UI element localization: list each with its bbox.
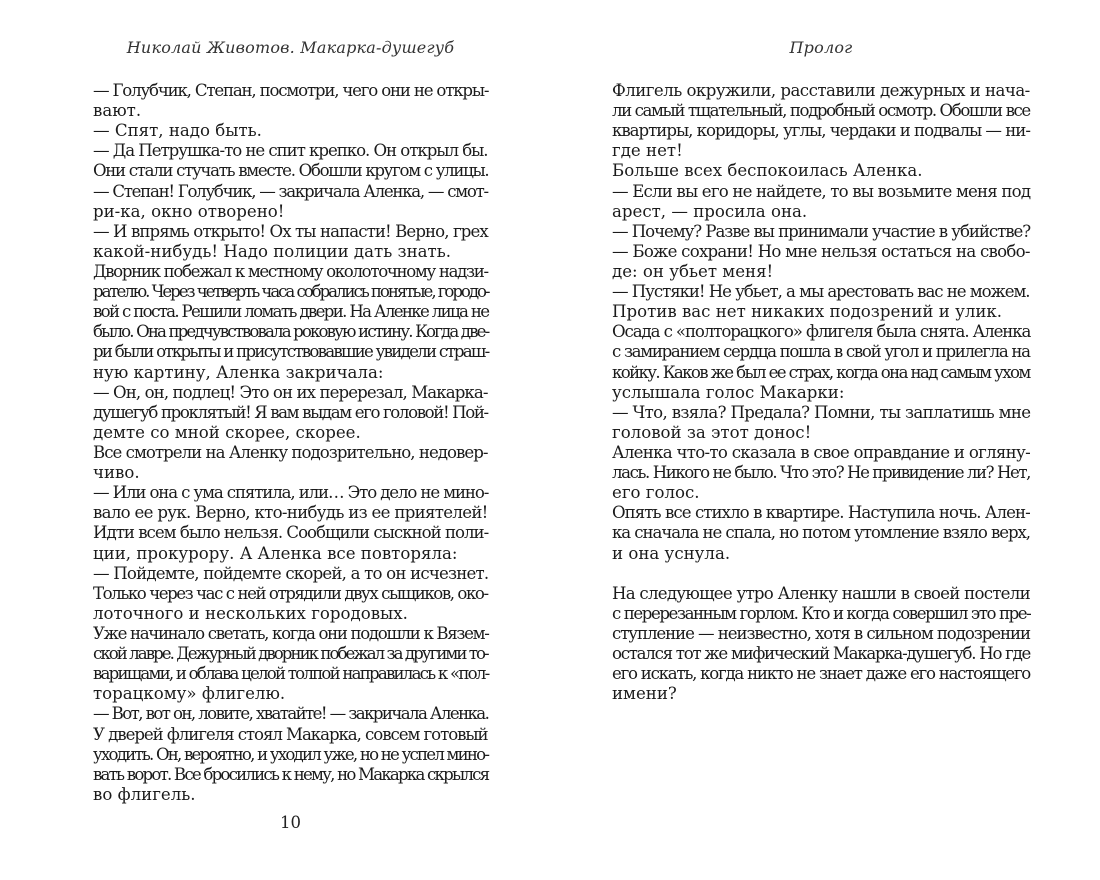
section-break: [612, 564, 1030, 584]
text-line: ской лавре. Дежурный дворник побежал за другими то-: [93, 644, 488, 664]
text-line: — Пустяки! Не убьет, а мы арестовать вас не можем.: [612, 282, 1030, 302]
text-line: рателю. Через четверть часа собрались понятые, городо-: [93, 282, 489, 302]
text-line: Уже начинало светать, когда они подошли к Вязем-: [93, 623, 489, 643]
text-line: лоточного и нескольких городовых.: [93, 603, 408, 623]
text-line: — Если вы его не найдете, то вы возьмите меня под: [612, 181, 1031, 201]
text-line: головой за этот донос!: [612, 422, 812, 442]
left-page-text: [93, 81, 488, 805]
text-line: лась. Никого не было. Что это? Не привидение ли? Нет,: [612, 463, 1030, 483]
text-line: квартиры, коридоры, углы, чердаки и подвалы — ни-: [612, 121, 1030, 141]
text-line: какой-нибудь! Надо полиции дать знать.: [93, 241, 452, 261]
text-line: — Боже сохрани! Но мне нельзя остаться на свобо-: [612, 241, 1030, 261]
text-line: — Почему? Разве вы принимали участие в убийстве?: [612, 221, 1031, 241]
text-line: с замиранием сердца пошла в свой угол и прилегла на: [612, 342, 1030, 362]
text-line: Все смотрели на Аленку подозрительно, недовер-: [93, 442, 488, 462]
text-line: — Голубчик, Степан, посмотри, чего они не откры-: [93, 81, 489, 100]
text-line: вой с поста. Решили ломать двери. На Аленке лица не: [93, 302, 489, 322]
text-line: У дверей флигеля стоял Макарка, совсем готовый: [93, 724, 488, 744]
text-line: имени?: [612, 684, 677, 704]
text-line: вают.: [93, 101, 142, 121]
text-line: где нет!: [612, 141, 683, 161]
text-line: ли самый тщательный, подробный осмотр. Обошли все: [612, 101, 1030, 121]
text-line: чиво.: [93, 463, 140, 483]
text-line: Дворник побежал к местному околоточному надзи-: [93, 261, 488, 281]
text-line: вать ворот. Все бросились к нему, но Макарка скрылся: [93, 764, 489, 784]
text-line: было. Она предчувствовала роковую истину. Когда две-: [93, 322, 489, 342]
text-line: ри были открыты и присутствовавшие увидели страш-: [93, 342, 489, 362]
text-line: во флигель.: [93, 784, 196, 804]
text-line: Больше всех беспокоилась Аленка.: [612, 161, 923, 181]
text-line: с перерезанным горлом. Кто и когда совершил это пре-: [612, 603, 1031, 623]
text-line: остался тот же мифический Макарка-душегуб. Но где: [612, 644, 1031, 664]
text-line: уходить. Он, вероятно, и уходил уже, но не успел мино-: [93, 744, 489, 764]
text-line: Только через час с ней отрядили двух сыщиков, око-: [93, 583, 488, 603]
page-number: 10: [280, 813, 301, 832]
text-line: Идти всем было нельзя. Сообщили сыскной поли-: [93, 523, 489, 543]
text-line: вало ее рук. Верно, кто-нибудь из ее приятелей!: [93, 503, 488, 523]
text-line: услышала голос Макарки:: [612, 382, 845, 402]
text-line: — Вот, вот он, ловите, хватайте! — закричала Аленка.: [93, 704, 489, 724]
text-line: — Спят, надо быть.: [93, 121, 262, 141]
text-line: Аленка что-то сказала в свое оправдание и огляну-: [612, 442, 1030, 462]
text-line: — Степан! Голубчик, — закричала Аленка, — смот-: [93, 181, 488, 201]
text-line: — Или она с ума спятила, или… Это дело не мино-: [93, 483, 489, 503]
text-line: ции, прокурору. А Аленка все повторяла:: [93, 543, 458, 563]
text-line: — Да Петрушка-то не спит крепко. Он открыл бы.: [93, 141, 488, 161]
text-line: койку. Каков же был ее страх, когда она над самым ухом: [612, 362, 1030, 382]
text-line: ри-ка, окно отворено!: [93, 201, 285, 221]
text-line: душегуб проклятый! Я вам выдам его головой! Пой-: [93, 402, 488, 422]
right-page: [612, 0, 1030, 880]
text-line: арест, — просила она.: [612, 201, 808, 221]
text-line: его искать, когда никто не знает даже его настоящего: [612, 664, 1031, 684]
text-line: ка сначала не спала, но потом утомление взяло верх,: [612, 523, 1030, 543]
text-line: торацкому» флигелю.: [93, 684, 286, 704]
text-line: — И впрямь открыто! Ох ты напасти! Верно, грех: [93, 221, 488, 241]
right-running-head: Пролог: [789, 38, 853, 57]
text-line: — Что, взяла? Предала? Помни, ты заплатишь мне: [612, 402, 1031, 422]
text-line: Осада с «полторацкого» флигеля была снята. Аленка: [612, 322, 1031, 342]
text-line: и она уснула.: [612, 543, 731, 563]
text-line: его голос.: [612, 483, 700, 503]
text-line: — Он, он, подлец! Это он их перерезал, Макарка-: [93, 382, 488, 402]
text-line: — Пойдемте, пойдемте скорей, а то он исчезнет.: [93, 563, 489, 583]
text-line: варищами, и облава целой толпой направилась к «пол-: [93, 664, 489, 684]
text-line: Против вас нет никаких подозрений и улик.: [612, 302, 1003, 322]
text-line: де: он убьет меня!: [612, 261, 774, 281]
text-line: На следующее утро Аленку нашли в своей постели: [612, 583, 1030, 603]
text-line: Опять все стихло в квартире. Наступила ночь. Ален-: [612, 503, 1030, 523]
left-page: [93, 0, 488, 880]
text-line: ную картину, Аленка закричала:: [93, 362, 384, 382]
text-line: демте со мной скорее, скорее.: [93, 422, 361, 442]
text-line: Они стали стучать вместе. Обошли кругом с улицы.: [93, 161, 489, 181]
left-running-head: Николай Животов. Макарка-душегуб: [126, 38, 455, 57]
text-line: Флигель окружили, расставили дежурных и нача-: [612, 81, 1030, 100]
text-line: ступление — неизвестно, хотя в сильном подозрении: [612, 623, 1030, 643]
right-page-text: [612, 81, 1030, 704]
